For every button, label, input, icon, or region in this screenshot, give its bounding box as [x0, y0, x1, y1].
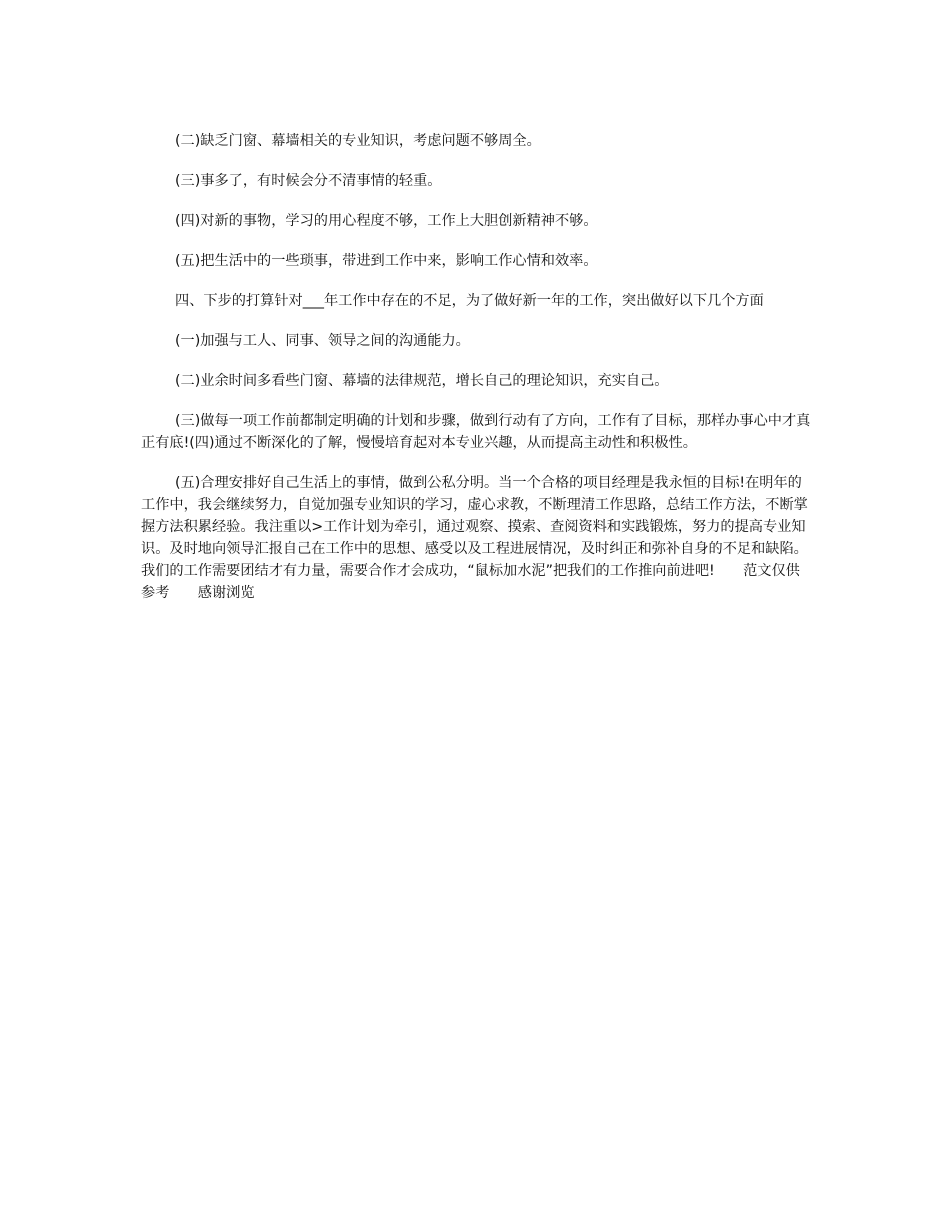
paragraph-plan-1: (一)加强与工人、同事、领导之间的沟通能力。: [175, 333, 470, 349]
paragraph-plan-2: (二)业余时间多看些门窗、幕墙的法律规范，增长自己的理论知识，充实自己。: [175, 373, 669, 389]
paragraph-shortcoming-5: (五)把生活中的一些琐事，带进到工作中来，影响工作心情和效率。: [175, 253, 598, 269]
paragraph-shortcoming-4: (四)对新的事物，学习的用心程度不够，工作上大胆创新精神不够。: [175, 213, 598, 229]
paragraph-plan-5: (五)合理安排好自己生活上的事情，做到公私分明。当一个合格的项目经理是我永恒的目标!在明年的工作中，我会继续努力，自觉加强专业知识的学习，虚心求教，不断理清工作思路，总结工作方法，不断掌握方法积累经验。我注重以>工作计划为牵引，通过观察、摸索、查阅资料和实践锻炼，努力的提高专业知识。及时地向领导汇报自己在工作中的思想、感受以及工程进展情况，及时纠正和弥补自身的不足和缺陷。我们的工作需要团结才有力量，需要合作才会成功，“鼠标加水泥”把我们的工作推向前进吧! 范文仅供参考 感谢浏览: [141, 475, 808, 601]
paragraph-shortcoming-2: (二)缺乏门窗、幕墙相关的专业知识，考虑问题不够周全。: [175, 133, 541, 149]
paragraph-shortcoming-3: (三)事多了，有时候会分不清事情的轻重。: [175, 173, 442, 189]
paragraph-section-heading: 四、下步的打算针对___年工作中存在的不足，为了做好新一年的工作，突出做好以下几个方面: [175, 293, 764, 309]
paragraph-plan-3-4: (三)做每一项工作前都制定明确的计划和步骤，做到行动有了方向，工作有了目标，那样办事心中才真正有底!(四)通过不断深化的了解，慢慢培育起对本专业兴趣，从而提高主动性和积极性。: [141, 413, 811, 451]
document-body: [141, 130, 813, 622]
